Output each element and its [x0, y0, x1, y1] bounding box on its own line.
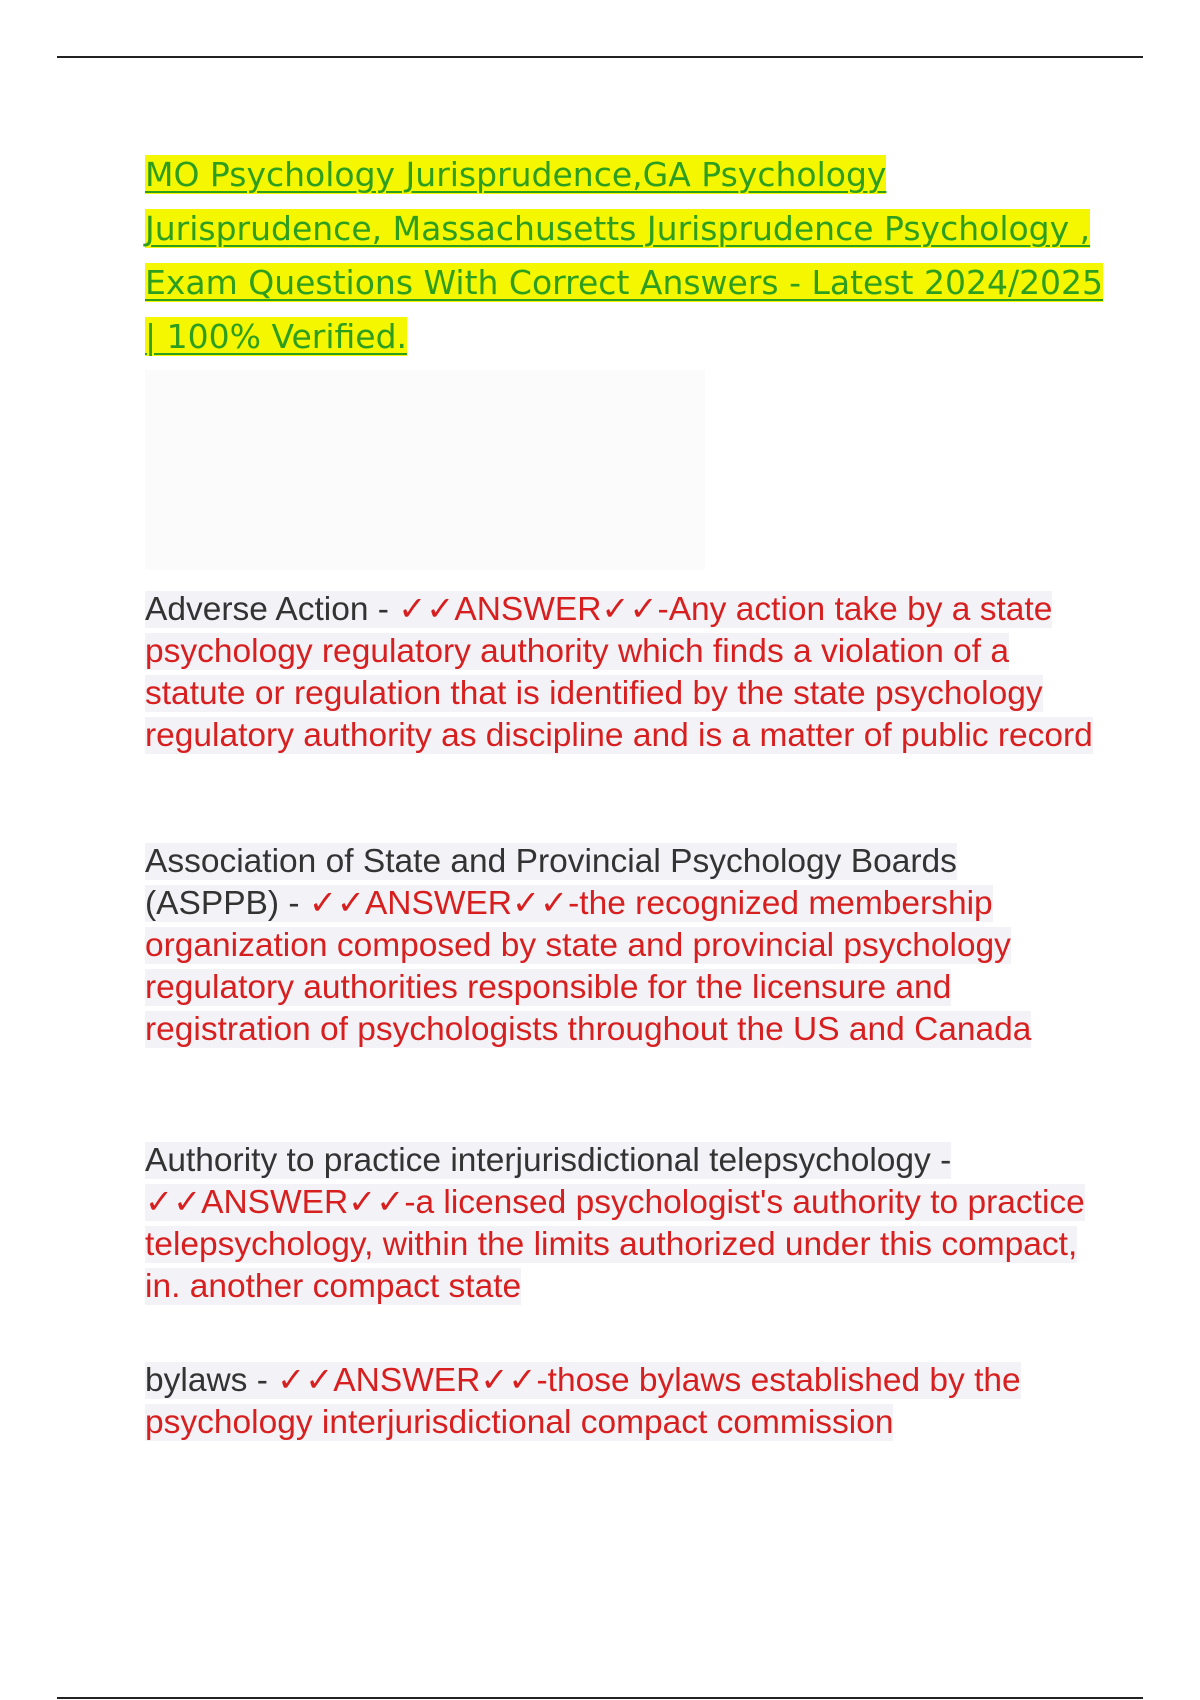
question-term: bylaws -	[145, 1362, 278, 1399]
question-term: Association of State and Provincial Psychology Boards (ASPPB) -	[145, 843, 957, 922]
answer-text: ✓✓ANSWER✓✓-a licensed psychologist's authority to practice telepsychology, within the limits authorized under this compact, in. another compact state	[145, 1184, 1085, 1305]
qa-item-bylaws	[145, 1360, 1095, 1444]
question-term: Authority to practice interjurisdictional telepsychology -	[145, 1142, 952, 1179]
qa-item-asppb	[145, 841, 1095, 1051]
answer-text: ✓✓ANSWER✓✓-Any action take by a state psychology regulatory authority which finds a violation of a statute or regulation that is identified by the state psychology regulatory authority as discipline and is a matter of public record	[145, 591, 1093, 754]
blank-panel	[145, 370, 705, 570]
question-term: Adverse Action -	[145, 591, 399, 628]
answer-text: ✓✓ANSWER✓✓-those bylaws established by the psychology interjurisdictional compact commission	[145, 1362, 1021, 1441]
answer-text: ✓✓ANSWER✓✓-the recognized membership organization composed by state and provincial psychology regulatory authorities responsible for the licensure and registration of psychologists throughout the US and Canada	[145, 885, 1032, 1048]
document-title	[145, 148, 1105, 364]
qa-item-authority-telepsychology	[145, 1140, 1095, 1308]
document-title-text: MO Psychology Jurisprudence,GA Psychology Jurisprudence, Massachusetts Jurisprudence Psychology , Exam Questions With Correct Answers - Latest 2024/2025 | 100% Verified.	[145, 155, 1104, 356]
bottom-rule	[57, 1697, 1143, 1699]
top-rule	[57, 56, 1143, 58]
qa-item-adverse-action	[145, 589, 1095, 757]
